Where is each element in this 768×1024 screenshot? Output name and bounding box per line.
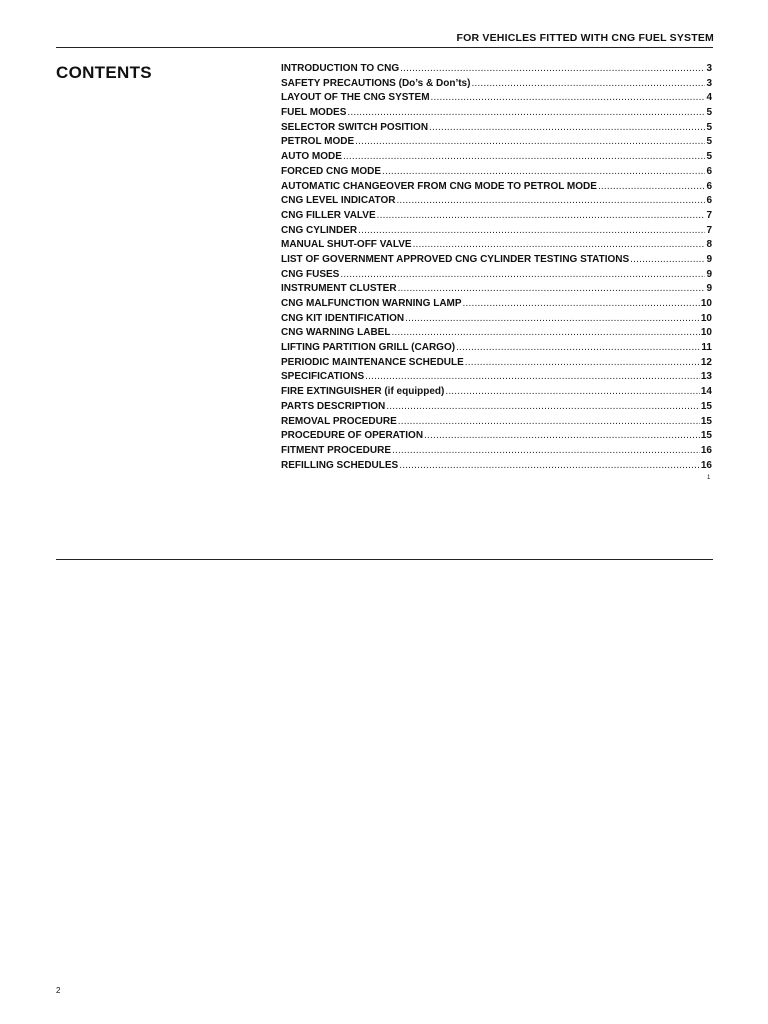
toc-entry-page: 10 [700, 327, 712, 339]
toc-dot-leader [386, 401, 700, 412]
toc-entry-page: 10 [700, 298, 712, 309]
toc-entry-title: SELECTOR SWITCH POSITION [281, 121, 429, 133]
toc-entry-page: 14 [700, 386, 712, 398]
toc-entry[interactable] [281, 460, 712, 475]
toc-dot-leader [355, 136, 705, 147]
toc-entry[interactable] [281, 313, 712, 328]
toc-entry-title: CNG FUSES [281, 268, 340, 280]
toc-entry-title: INTRODUCTION TO CNG [281, 63, 400, 74]
toc-dot-leader [382, 166, 705, 177]
toc-entry-title: AUTO MODE [281, 151, 342, 163]
toc-entry[interactable] [281, 78, 712, 93]
toc-entry[interactable] [281, 445, 712, 460]
toc-entry-page: 3 [706, 63, 712, 74]
toc-entry-page: 5 [706, 107, 712, 119]
toc-entry-page: 5 [706, 151, 712, 163]
contents-footnote-number: 1 [707, 475, 711, 481]
toc-dot-leader [343, 151, 706, 162]
toc-entry-title: LIST OF GOVERNMENT APPROVED CNG CYLINDER TESTING STATIONS [281, 253, 630, 265]
toc-dot-leader [391, 327, 699, 338]
toc-entry-page: 7 [706, 209, 712, 221]
toc-entry-title: FORCED CNG MODE [281, 165, 381, 177]
toc-entry-page: 15 [700, 430, 712, 442]
toc-entry-title: SAFETY PRECAUTIONS (Do’s & Don’ts) [281, 77, 471, 89]
toc-entry[interactable] [281, 210, 712, 225]
toc-entry[interactable] [281, 327, 712, 342]
toc-entry-title: CNG CYLINDER [281, 224, 358, 236]
toc-entry-title: SPECIFICATIONS [281, 371, 365, 383]
toc-entry-page: 3 [706, 77, 712, 89]
toc-entry[interactable] [281, 386, 712, 401]
toc-entry[interactable] [281, 225, 712, 240]
toc-entry-page: 12 [700, 356, 712, 368]
toc-entry-page: 5 [706, 136, 712, 148]
toc-entry[interactable] [281, 430, 712, 445]
toc-entry-page: 9 [706, 283, 712, 295]
toc-entry[interactable] [281, 283, 712, 298]
toc-entry-title: INSTRUMENT CLUSTER [281, 283, 397, 295]
toc-dot-leader [399, 460, 700, 471]
toc-entry[interactable] [281, 92, 712, 107]
toc-entry-title: CNG FILLER VALVE [281, 209, 376, 221]
toc-dot-leader [413, 239, 706, 250]
toc-entry[interactable] [281, 357, 712, 372]
section-divider [56, 559, 713, 560]
toc-entry-page: 6 [706, 195, 712, 207]
toc-entry[interactable] [281, 254, 712, 269]
toc-entry-page: 8 [706, 239, 712, 251]
toc-dot-leader [400, 63, 705, 74]
toc-entry-page: 9 [706, 268, 712, 280]
toc-dot-leader [424, 430, 700, 441]
toc-entry-page: 6 [706, 165, 712, 177]
toc-entry-title: PROCEDURE OF OPERATION [281, 430, 424, 442]
toc-entry[interactable] [281, 151, 712, 166]
toc-entry[interactable] [281, 416, 712, 431]
toc-entry-page: 13 [700, 371, 712, 383]
toc-dot-leader [340, 269, 705, 280]
toc-entry-page: 10 [700, 312, 712, 324]
toc-entry[interactable] [281, 181, 712, 196]
toc-entry-title: FUEL MODES [281, 107, 347, 119]
toc-entry-page: 4 [706, 92, 712, 104]
toc-entry[interactable] [281, 166, 712, 181]
toc-entry-title: LIFTING PARTITION GRILL (CARGO) [281, 342, 456, 354]
toc-entry-title: PETROL MODE [281, 136, 355, 148]
toc-entry[interactable] [281, 342, 712, 357]
toc-dot-leader [347, 107, 705, 118]
toc-entry-page: 15 [700, 415, 712, 427]
toc-dot-leader [405, 313, 700, 324]
toc-entry-page: 6 [706, 180, 712, 192]
toc-entry-title: PERIODIC MAINTENANCE SCHEDULE [281, 356, 464, 368]
toc-entry-page: 16 [700, 444, 712, 456]
toc-entry-title: REMOVAL PROCEDURE [281, 415, 397, 427]
toc-dot-leader [365, 371, 700, 382]
toc-entry-page: 15 [700, 400, 712, 412]
toc-entry-page: 9 [706, 253, 712, 265]
toc-entry-title: CNG LEVEL INDICATOR [281, 195, 396, 207]
contents-heading: CONTENTS [56, 63, 152, 82]
toc-dot-leader [471, 78, 705, 89]
toc-entry-title: PARTS DESCRIPTION [281, 400, 386, 412]
toc-entry-title: MANUAL SHUT-OFF VALVE [281, 239, 412, 251]
toc-dot-leader [463, 298, 700, 309]
toc-entry[interactable] [281, 371, 712, 386]
toc-entry-title: CNG KIT IDENTIFICATION [281, 312, 405, 324]
toc-entry-page: 11 [701, 342, 712, 354]
toc-entry[interactable] [281, 269, 712, 284]
toc-entry-title: CNG WARNING LABEL [281, 327, 391, 339]
toc-dot-leader [445, 386, 700, 397]
toc-entry[interactable] [281, 63, 712, 78]
toc-dot-leader [396, 195, 705, 206]
toc-entry[interactable] [281, 401, 712, 416]
toc-dot-leader [429, 122, 705, 133]
toc-dot-leader [398, 283, 706, 294]
header-divider [56, 47, 713, 48]
toc-dot-leader [358, 225, 705, 236]
toc-dot-leader [398, 416, 700, 427]
toc-entry-page: 5 [706, 121, 712, 133]
toc-entry[interactable] [281, 298, 712, 313]
toc-entry-title: AUTOMATIC CHANGEOVER FROM CNG MODE TO PETROL MODE [281, 180, 597, 192]
toc-entry-title: FITMENT PROCEDURE [281, 444, 391, 456]
page-number: 2 [56, 986, 61, 995]
toc-dot-leader [392, 445, 700, 456]
toc-entry-title: CNG MALFUNCTION WARNING LAMP [281, 298, 462, 309]
toc-entry[interactable] [281, 122, 712, 137]
toc-entry-page: 7 [706, 224, 712, 236]
running-header: FOR VEHICLES FITTED WITH CNG FUEL SYSTEM [456, 32, 714, 44]
toc-dot-leader [377, 210, 706, 221]
toc-entry[interactable] [281, 239, 712, 254]
toc-entry-title: REFILLING SCHEDULES [281, 459, 399, 471]
toc-entry-title: FIRE EXTINGUISHER (if equipped) [281, 386, 445, 398]
table-of-contents [281, 63, 712, 474]
toc-dot-leader [598, 181, 706, 192]
toc-entry-page: 16 [700, 459, 712, 471]
toc-dot-leader [456, 342, 700, 353]
toc-entry[interactable] [281, 195, 712, 210]
toc-entry[interactable] [281, 107, 712, 122]
toc-dot-leader [431, 92, 706, 103]
toc-dot-leader [465, 357, 700, 368]
toc-dot-leader [630, 254, 705, 265]
toc-entry[interactable] [281, 136, 712, 151]
toc-entry-title: LAYOUT OF THE CNG SYSTEM [281, 92, 430, 104]
